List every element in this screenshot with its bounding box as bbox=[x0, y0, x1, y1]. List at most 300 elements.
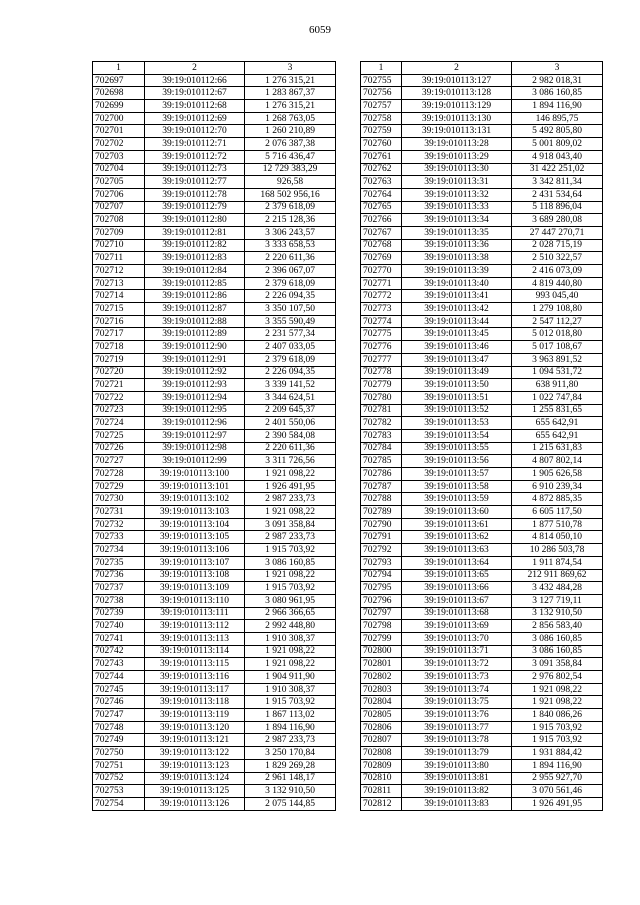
table-row bbox=[93, 531, 336, 544]
row-number-cell: 702726 bbox=[93, 442, 145, 455]
value-cell: 3 086 160,85 bbox=[245, 556, 336, 569]
table-row bbox=[93, 277, 336, 290]
value-cell: 1 268 763,05 bbox=[245, 112, 336, 125]
row-number-cell: 702804 bbox=[361, 696, 402, 709]
value-cell: 5 017 108,67 bbox=[512, 341, 603, 354]
row-number-cell: 702700 bbox=[93, 112, 145, 125]
value-cell: 2 379 618,09 bbox=[245, 201, 336, 214]
table-row bbox=[361, 569, 603, 582]
page-number: 6059 bbox=[309, 24, 331, 36]
table-row bbox=[93, 404, 336, 417]
row-number-cell: 702732 bbox=[93, 518, 145, 531]
cadastral-number-cell: 39:19:010112:86 bbox=[145, 290, 245, 303]
value-cell: 1 931 884,42 bbox=[512, 747, 603, 760]
row-number-cell: 702715 bbox=[93, 303, 145, 316]
table-row bbox=[361, 176, 603, 189]
table-row bbox=[361, 125, 603, 138]
cadastral-number-cell: 39:19:010112:88 bbox=[145, 315, 245, 328]
value-cell: 1 921 098,22 bbox=[512, 696, 603, 709]
registry-table-left bbox=[92, 61, 336, 811]
cadastral-number-cell: 39:19:010113:63 bbox=[402, 544, 512, 557]
cadastral-number-cell: 39:19:010113:69 bbox=[402, 620, 512, 633]
value-cell: 2 416 073,09 bbox=[512, 265, 603, 278]
row-number-cell: 702784 bbox=[361, 442, 402, 455]
row-number-cell: 702788 bbox=[361, 493, 402, 506]
row-number-cell: 702720 bbox=[93, 366, 145, 379]
row-number-cell: 702781 bbox=[361, 404, 402, 417]
value-cell: 6 910 239,34 bbox=[512, 480, 603, 493]
row-number-cell: 702713 bbox=[93, 277, 145, 290]
value-cell: 1 894 116,90 bbox=[512, 759, 603, 772]
row-number-cell: 702772 bbox=[361, 290, 402, 303]
cadastral-number-cell: 39:19:010112:99 bbox=[145, 455, 245, 468]
table-row bbox=[93, 594, 336, 607]
table-row bbox=[361, 683, 603, 696]
row-number-cell: 702763 bbox=[361, 176, 402, 189]
row-number-cell: 702787 bbox=[361, 480, 402, 493]
cadastral-number-cell: 39:19:010113:28 bbox=[402, 138, 512, 151]
cadastral-number-cell: 39:19:010113:60 bbox=[402, 506, 512, 519]
row-number-cell: 702719 bbox=[93, 353, 145, 366]
row-number-cell: 702782 bbox=[361, 417, 402, 430]
table-row bbox=[93, 150, 336, 163]
cadastral-number-cell: 39:19:010113:40 bbox=[402, 277, 512, 290]
row-number-cell: 702710 bbox=[93, 239, 145, 252]
value-cell: 3 086 160,85 bbox=[512, 632, 603, 645]
value-cell: 1 276 315,21 bbox=[245, 74, 336, 87]
table-row bbox=[93, 163, 336, 176]
value-cell: 2 390 584,08 bbox=[245, 429, 336, 442]
cadastral-number-cell: 39:19:010113:32 bbox=[402, 188, 512, 201]
row-number-cell: 702791 bbox=[361, 531, 402, 544]
value-cell: 3 127 719,11 bbox=[512, 594, 603, 607]
cadastral-number-cell: 39:19:010112:96 bbox=[145, 417, 245, 430]
cadastral-number-cell: 39:19:010113:116 bbox=[145, 671, 245, 684]
value-cell: 3 311 726,56 bbox=[245, 455, 336, 468]
value-cell: 655 642,91 bbox=[512, 429, 603, 442]
table-body-left bbox=[93, 74, 336, 810]
table-row bbox=[93, 683, 336, 696]
table-row bbox=[361, 328, 603, 341]
cadastral-number-cell: 39:19:010113:52 bbox=[402, 404, 512, 417]
row-number-cell: 702744 bbox=[93, 671, 145, 684]
value-cell: 2 220 611,36 bbox=[245, 442, 336, 455]
value-cell: 2 226 094,35 bbox=[245, 366, 336, 379]
table-row bbox=[93, 125, 336, 138]
cadastral-number-cell: 39:19:010113:108 bbox=[145, 569, 245, 582]
value-cell: 1 894 116,90 bbox=[512, 100, 603, 113]
cadastral-number-cell: 39:19:010113:125 bbox=[145, 785, 245, 798]
value-cell: 1 915 703,92 bbox=[512, 721, 603, 734]
row-number-cell: 702774 bbox=[361, 315, 402, 328]
cadastral-number-cell: 39:19:010113:44 bbox=[402, 315, 512, 328]
cadastral-number-cell: 39:19:010113:76 bbox=[402, 709, 512, 722]
cadastral-number-cell: 39:19:010113:57 bbox=[402, 468, 512, 481]
cadastral-number-cell: 39:19:010113:101 bbox=[145, 480, 245, 493]
table-row bbox=[93, 303, 336, 316]
row-number-cell: 702802 bbox=[361, 671, 402, 684]
value-cell: 2 075 144,85 bbox=[245, 797, 336, 810]
cadastral-number-cell: 39:19:010113:112 bbox=[145, 620, 245, 633]
value-cell: 1 904 911,90 bbox=[245, 671, 336, 684]
table-row bbox=[93, 632, 336, 645]
value-cell: 2 992 448,80 bbox=[245, 620, 336, 633]
row-number-cell: 702769 bbox=[361, 252, 402, 265]
cadastral-number-cell: 39:19:010113:58 bbox=[402, 480, 512, 493]
value-cell: 1 276 315,21 bbox=[245, 100, 336, 113]
cadastral-number-cell: 39:19:010113:47 bbox=[402, 353, 512, 366]
value-cell: 1 910 308,37 bbox=[245, 632, 336, 645]
row-number-cell: 702705 bbox=[93, 176, 145, 189]
row-number-cell: 702809 bbox=[361, 759, 402, 772]
table-row bbox=[93, 442, 336, 455]
cadastral-number-cell: 39:19:010113:51 bbox=[402, 391, 512, 404]
row-number-cell: 702733 bbox=[93, 531, 145, 544]
table-row bbox=[93, 480, 336, 493]
row-number-cell: 702721 bbox=[93, 379, 145, 392]
value-cell: 3 689 280,08 bbox=[512, 214, 603, 227]
row-number-cell: 702747 bbox=[93, 709, 145, 722]
value-cell: 2 220 611,36 bbox=[245, 252, 336, 265]
value-cell: 3 086 160,85 bbox=[512, 645, 603, 658]
value-cell: 10 286 503,78 bbox=[512, 544, 603, 557]
cadastral-number-cell: 39:19:010113:100 bbox=[145, 468, 245, 481]
table-row bbox=[361, 747, 603, 760]
table-row bbox=[361, 100, 603, 113]
table-row bbox=[93, 239, 336, 252]
table-row bbox=[361, 671, 603, 684]
row-number-cell: 702723 bbox=[93, 404, 145, 417]
value-cell: 1 921 098,22 bbox=[245, 569, 336, 582]
table-row bbox=[93, 391, 336, 404]
row-number-cell: 702699 bbox=[93, 100, 145, 113]
value-cell: 1 877 510,78 bbox=[512, 518, 603, 531]
cadastral-number-cell: 39:19:010113:102 bbox=[145, 493, 245, 506]
value-cell: 1 921 098,22 bbox=[512, 683, 603, 696]
table-row bbox=[93, 696, 336, 709]
table-row bbox=[93, 265, 336, 278]
cadastral-number-cell: 39:19:010113:109 bbox=[145, 582, 245, 595]
row-number-cell: 702764 bbox=[361, 188, 402, 201]
table-row bbox=[361, 607, 603, 620]
row-number-cell: 702697 bbox=[93, 74, 145, 87]
cadastral-number-cell: 39:19:010113:61 bbox=[402, 518, 512, 531]
cadastral-number-cell: 39:19:010113:129 bbox=[402, 100, 512, 113]
row-number-cell: 702761 bbox=[361, 150, 402, 163]
value-cell: 2 987 233,73 bbox=[245, 531, 336, 544]
row-number-cell: 702714 bbox=[93, 290, 145, 303]
table-row bbox=[93, 556, 336, 569]
cadastral-number-cell: 39:19:010112:68 bbox=[145, 100, 245, 113]
cadastral-number-cell: 39:19:010112:87 bbox=[145, 303, 245, 316]
value-cell: 1 911 874,54 bbox=[512, 556, 603, 569]
table-row bbox=[93, 658, 336, 671]
row-number-cell: 702803 bbox=[361, 683, 402, 696]
value-cell: 4 918 043,40 bbox=[512, 150, 603, 163]
row-number-cell: 702792 bbox=[361, 544, 402, 557]
row-number-cell: 702753 bbox=[93, 785, 145, 798]
cadastral-number-cell: 39:19:010112:73 bbox=[145, 163, 245, 176]
table-row bbox=[361, 226, 603, 239]
value-cell: 1 255 831,65 bbox=[512, 404, 603, 417]
cadastral-number-cell: 39:19:010113:62 bbox=[402, 531, 512, 544]
cadastral-number-cell: 39:19:010113:56 bbox=[402, 455, 512, 468]
row-number-cell: 702728 bbox=[93, 468, 145, 481]
value-cell: 2 379 618,09 bbox=[245, 353, 336, 366]
cadastral-number-cell: 39:19:010113:59 bbox=[402, 493, 512, 506]
value-cell: 1 905 626,58 bbox=[512, 468, 603, 481]
table-row bbox=[93, 747, 336, 760]
cadastral-number-cell: 39:19:010113:73 bbox=[402, 671, 512, 684]
row-number-cell: 702738 bbox=[93, 594, 145, 607]
table-row bbox=[361, 150, 603, 163]
row-number-cell: 702735 bbox=[93, 556, 145, 569]
value-cell: 31 422 251,02 bbox=[512, 163, 603, 176]
cadastral-number-cell: 39:19:010113:38 bbox=[402, 252, 512, 265]
table-row bbox=[93, 455, 336, 468]
row-number-cell: 702789 bbox=[361, 506, 402, 519]
cadastral-number-cell: 39:19:010112:69 bbox=[145, 112, 245, 125]
cadastral-number-cell: 39:19:010113:131 bbox=[402, 125, 512, 138]
row-number-cell: 702808 bbox=[361, 747, 402, 760]
value-cell: 6 605 117,50 bbox=[512, 506, 603, 519]
row-number-cell: 702702 bbox=[93, 138, 145, 151]
table-row bbox=[361, 404, 603, 417]
value-cell: 1 915 703,92 bbox=[245, 582, 336, 595]
table-row bbox=[361, 632, 603, 645]
table-row bbox=[93, 772, 336, 785]
cadastral-number-cell: 39:19:010112:84 bbox=[145, 265, 245, 278]
value-cell: 2 407 033,05 bbox=[245, 341, 336, 354]
cadastral-number-cell: 39:19:010113:105 bbox=[145, 531, 245, 544]
row-number-cell: 702698 bbox=[93, 87, 145, 100]
value-cell: 5 118 896,04 bbox=[512, 201, 603, 214]
cadastral-number-cell: 39:19:010113:31 bbox=[402, 176, 512, 189]
cadastral-number-cell: 39:19:010113:117 bbox=[145, 683, 245, 696]
row-number-cell: 702729 bbox=[93, 480, 145, 493]
table-row bbox=[93, 112, 336, 125]
cadastral-number-cell: 39:19:010112:80 bbox=[145, 214, 245, 227]
cadastral-number-cell: 39:19:010113:64 bbox=[402, 556, 512, 569]
value-cell: 2 961 148,17 bbox=[245, 772, 336, 785]
table-row bbox=[361, 214, 603, 227]
table-row bbox=[361, 112, 603, 125]
table-row bbox=[361, 797, 603, 810]
cadastral-number-cell: 39:19:010113:55 bbox=[402, 442, 512, 455]
table-row bbox=[361, 429, 603, 442]
value-cell: 5 716 436,47 bbox=[245, 150, 336, 163]
row-number-cell: 702800 bbox=[361, 645, 402, 658]
value-cell: 926,58 bbox=[245, 176, 336, 189]
row-number-cell: 702746 bbox=[93, 696, 145, 709]
row-number-cell: 702786 bbox=[361, 468, 402, 481]
value-cell: 2 231 577,34 bbox=[245, 328, 336, 341]
cadastral-number-cell: 39:19:010113:119 bbox=[145, 709, 245, 722]
value-cell: 2 966 366,65 bbox=[245, 607, 336, 620]
table-row bbox=[361, 442, 603, 455]
value-cell: 655 642,91 bbox=[512, 417, 603, 430]
value-cell: 1 840 086,26 bbox=[512, 709, 603, 722]
table-row bbox=[93, 315, 336, 328]
value-cell: 168 502 956,16 bbox=[245, 188, 336, 201]
cadastral-number-cell: 39:19:010113:36 bbox=[402, 239, 512, 252]
value-cell: 3 344 624,51 bbox=[245, 391, 336, 404]
value-cell: 1 915 703,92 bbox=[245, 544, 336, 557]
row-number-cell: 702777 bbox=[361, 353, 402, 366]
cadastral-number-cell: 39:19:010113:113 bbox=[145, 632, 245, 645]
row-number-cell: 702717 bbox=[93, 328, 145, 341]
column-header-cadastral: 2 bbox=[145, 62, 245, 75]
table-row bbox=[361, 709, 603, 722]
cadastral-number-cell: 39:19:010113:39 bbox=[402, 265, 512, 278]
cadastral-number-cell: 39:19:010113:130 bbox=[402, 112, 512, 125]
row-number-cell: 702703 bbox=[93, 150, 145, 163]
table-row bbox=[361, 531, 603, 544]
cadastral-number-cell: 39:19:010113:120 bbox=[145, 721, 245, 734]
cadastral-number-cell: 39:19:010113:118 bbox=[145, 696, 245, 709]
cadastral-number-cell: 39:19:010113:103 bbox=[145, 506, 245, 519]
table-row bbox=[93, 734, 336, 747]
value-cell: 3 070 561,46 bbox=[512, 785, 603, 798]
value-cell: 1 921 098,22 bbox=[245, 645, 336, 658]
cadastral-number-cell: 39:19:010113:68 bbox=[402, 607, 512, 620]
row-number-cell: 702752 bbox=[93, 772, 145, 785]
row-number-cell: 702743 bbox=[93, 658, 145, 671]
cadastral-number-cell: 39:19:010112:78 bbox=[145, 188, 245, 201]
row-number-cell: 702731 bbox=[93, 506, 145, 519]
table-row bbox=[93, 214, 336, 227]
table-row bbox=[361, 315, 603, 328]
table-row bbox=[361, 544, 603, 557]
row-number-cell: 702765 bbox=[361, 201, 402, 214]
cadastral-number-cell: 39:19:010112:92 bbox=[145, 366, 245, 379]
cadastral-number-cell: 39:19:010112:89 bbox=[145, 328, 245, 341]
row-number-cell: 702766 bbox=[361, 214, 402, 227]
value-cell: 1 867 113,02 bbox=[245, 709, 336, 722]
cadastral-number-cell: 39:19:010113:75 bbox=[402, 696, 512, 709]
row-number-cell: 702810 bbox=[361, 772, 402, 785]
table-row bbox=[361, 772, 603, 785]
value-cell: 3 432 484,28 bbox=[512, 582, 603, 595]
row-number-cell: 702739 bbox=[93, 607, 145, 620]
row-number-cell: 702812 bbox=[361, 797, 402, 810]
row-number-cell: 702779 bbox=[361, 379, 402, 392]
cadastral-number-cell: 39:19:010112:93 bbox=[145, 379, 245, 392]
value-cell: 2 547 112,27 bbox=[512, 315, 603, 328]
cadastral-number-cell: 39:19:010112:95 bbox=[145, 404, 245, 417]
value-cell: 2 987 233,73 bbox=[245, 493, 336, 506]
cadastral-number-cell: 39:19:010113:127 bbox=[402, 74, 512, 87]
cadastral-number-cell: 39:19:010113:83 bbox=[402, 797, 512, 810]
cadastral-number-cell: 39:19:010112:98 bbox=[145, 442, 245, 455]
table-row bbox=[361, 506, 603, 519]
value-cell: 1 926 491,95 bbox=[245, 480, 336, 493]
table-row bbox=[93, 201, 336, 214]
value-cell: 2 226 094,35 bbox=[245, 290, 336, 303]
table-row bbox=[361, 658, 603, 671]
table-body-right bbox=[361, 74, 603, 810]
row-number-cell: 702806 bbox=[361, 721, 402, 734]
table-row bbox=[93, 188, 336, 201]
row-number-cell: 702724 bbox=[93, 417, 145, 430]
row-number-cell: 702773 bbox=[361, 303, 402, 316]
value-cell: 993 045,40 bbox=[512, 290, 603, 303]
value-cell: 3 350 107,50 bbox=[245, 303, 336, 316]
row-number-cell: 702704 bbox=[93, 163, 145, 176]
value-cell: 4 872 885,35 bbox=[512, 493, 603, 506]
table-row bbox=[361, 455, 603, 468]
cadastral-number-cell: 39:19:010113:126 bbox=[145, 797, 245, 810]
cadastral-number-cell: 39:19:010112:77 bbox=[145, 176, 245, 189]
table-row bbox=[93, 709, 336, 722]
table-row bbox=[361, 734, 603, 747]
cadastral-number-cell: 39:19:010113:35 bbox=[402, 226, 512, 239]
value-cell: 12 729 383,29 bbox=[245, 163, 336, 176]
table-row bbox=[93, 74, 336, 87]
value-cell: 1 022 747,84 bbox=[512, 391, 603, 404]
table-row bbox=[361, 74, 603, 87]
row-number-cell: 702778 bbox=[361, 366, 402, 379]
value-cell: 2 955 927,70 bbox=[512, 772, 603, 785]
table-row bbox=[361, 518, 603, 531]
value-cell: 2 028 715,19 bbox=[512, 239, 603, 252]
cadastral-number-cell: 39:19:010112:82 bbox=[145, 239, 245, 252]
row-number-cell: 702757 bbox=[361, 100, 402, 113]
cadastral-number-cell: 39:19:010113:41 bbox=[402, 290, 512, 303]
table-row bbox=[361, 366, 603, 379]
value-cell: 1 921 098,22 bbox=[245, 468, 336, 481]
table-row bbox=[93, 353, 336, 366]
table-row bbox=[93, 252, 336, 265]
cadastral-number-cell: 39:19:010113:33 bbox=[402, 201, 512, 214]
value-cell: 5 492 805,80 bbox=[512, 125, 603, 138]
value-cell: 1 260 210,89 bbox=[245, 125, 336, 138]
value-cell: 1 279 108,80 bbox=[512, 303, 603, 316]
value-cell: 3 342 811,34 bbox=[512, 176, 603, 189]
row-number-cell: 702701 bbox=[93, 125, 145, 138]
row-number-cell: 702795 bbox=[361, 582, 402, 595]
row-number-cell: 702711 bbox=[93, 252, 145, 265]
registry-table-right bbox=[360, 61, 603, 811]
column-header-number: 1 bbox=[361, 62, 402, 75]
table-row bbox=[361, 645, 603, 658]
table-row bbox=[361, 696, 603, 709]
row-number-cell: 702799 bbox=[361, 632, 402, 645]
value-cell: 2 396 067,07 bbox=[245, 265, 336, 278]
table-row bbox=[93, 328, 336, 341]
table-row bbox=[93, 607, 336, 620]
cadastral-number-cell: 39:19:010113:122 bbox=[145, 747, 245, 760]
row-number-cell: 702745 bbox=[93, 683, 145, 696]
cadastral-number-cell: 39:19:010113:50 bbox=[402, 379, 512, 392]
row-number-cell: 702740 bbox=[93, 620, 145, 633]
column-header-value: 3 bbox=[245, 62, 336, 75]
row-number-cell: 702785 bbox=[361, 455, 402, 468]
table-row bbox=[93, 645, 336, 658]
row-number-cell: 702771 bbox=[361, 277, 402, 290]
row-number-cell: 702794 bbox=[361, 569, 402, 582]
cadastral-number-cell: 39:19:010113:74 bbox=[402, 683, 512, 696]
row-number-cell: 702706 bbox=[93, 188, 145, 201]
cadastral-number-cell: 39:19:010113:54 bbox=[402, 429, 512, 442]
header-row bbox=[93, 62, 336, 75]
header-row bbox=[361, 62, 603, 75]
row-number-cell: 702756 bbox=[361, 87, 402, 100]
value-cell: 3 132 910,50 bbox=[245, 785, 336, 798]
table-row bbox=[93, 341, 336, 354]
cadastral-number-cell: 39:19:010112:90 bbox=[145, 341, 245, 354]
value-cell: 146 895,75 bbox=[512, 112, 603, 125]
